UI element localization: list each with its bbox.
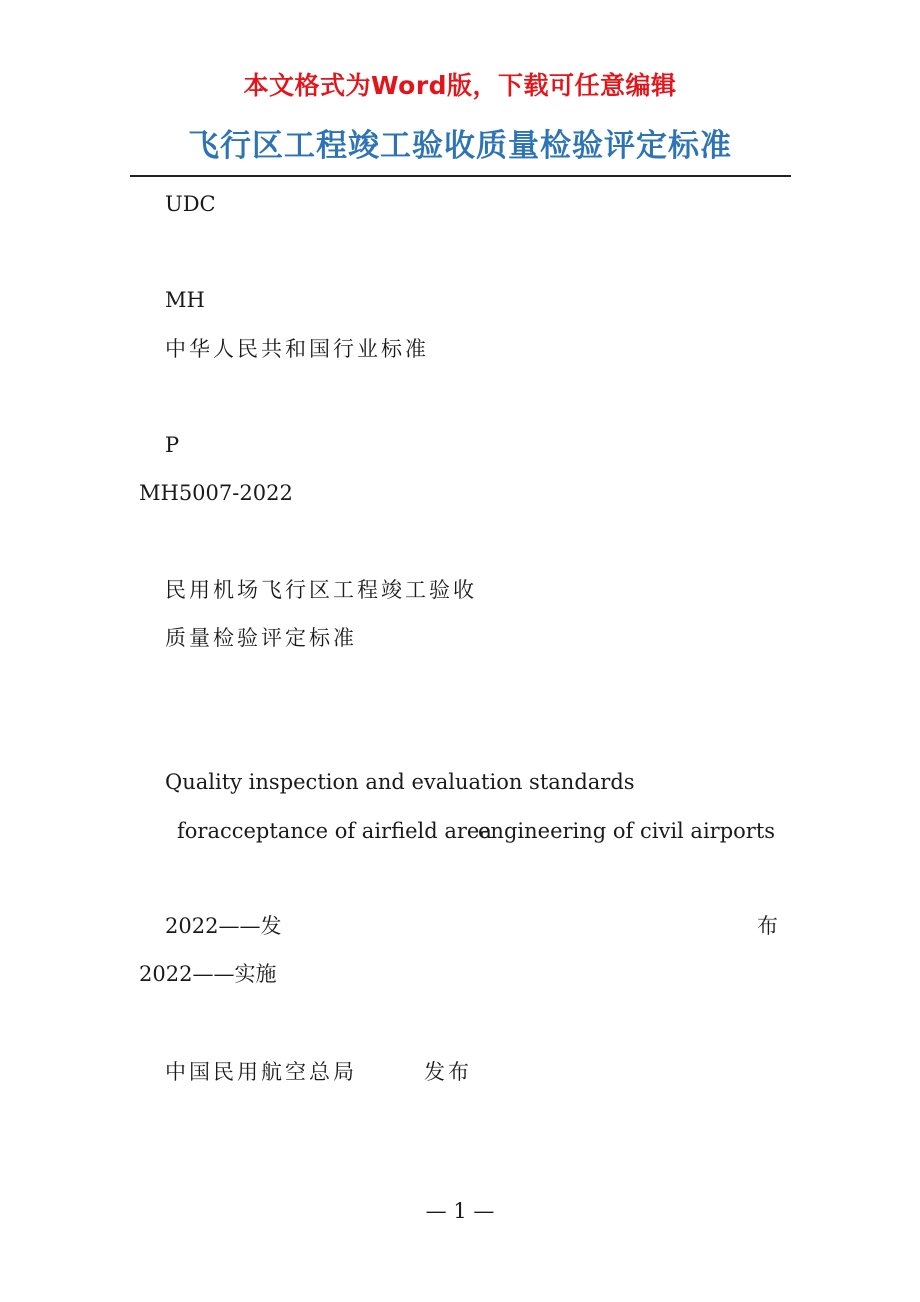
cn-title-line-1: 民用机场飞行区工程竣工验收 [165,578,477,602]
en-title-line-2b: engineering of civil airports [478,819,776,843]
word-format-banner: 本文格式为Word版，下载可任意编辑 [243,71,677,100]
en-title-line-2a: foracceptance of airfield area [177,819,492,843]
en-title-line-1: Quality inspection and evaluation standards [165,770,635,794]
title-divider [130,175,791,177]
page-number: — 1 — [425,1199,495,1223]
standard-number: MH5007-2022 [139,481,293,505]
document-title: 飞行区工程竣工验收质量检验评定标准 [188,128,732,164]
cn-title-line-2: 质量检验评定标准 [165,626,357,650]
issue-date-end: 布 [757,914,781,938]
issue-date: 2022——发 [165,914,282,938]
p-label: P [165,433,180,457]
issuer-name: 中国民用航空总局 [165,1060,357,1084]
industry-standard-label: 中华人民共和国行业标准 [165,337,429,361]
issuer-action: 发布 [424,1060,472,1084]
udc-label: UDC [165,192,216,216]
implement-date: 2022——实施 [139,962,277,986]
mh-label: MH [165,288,205,312]
